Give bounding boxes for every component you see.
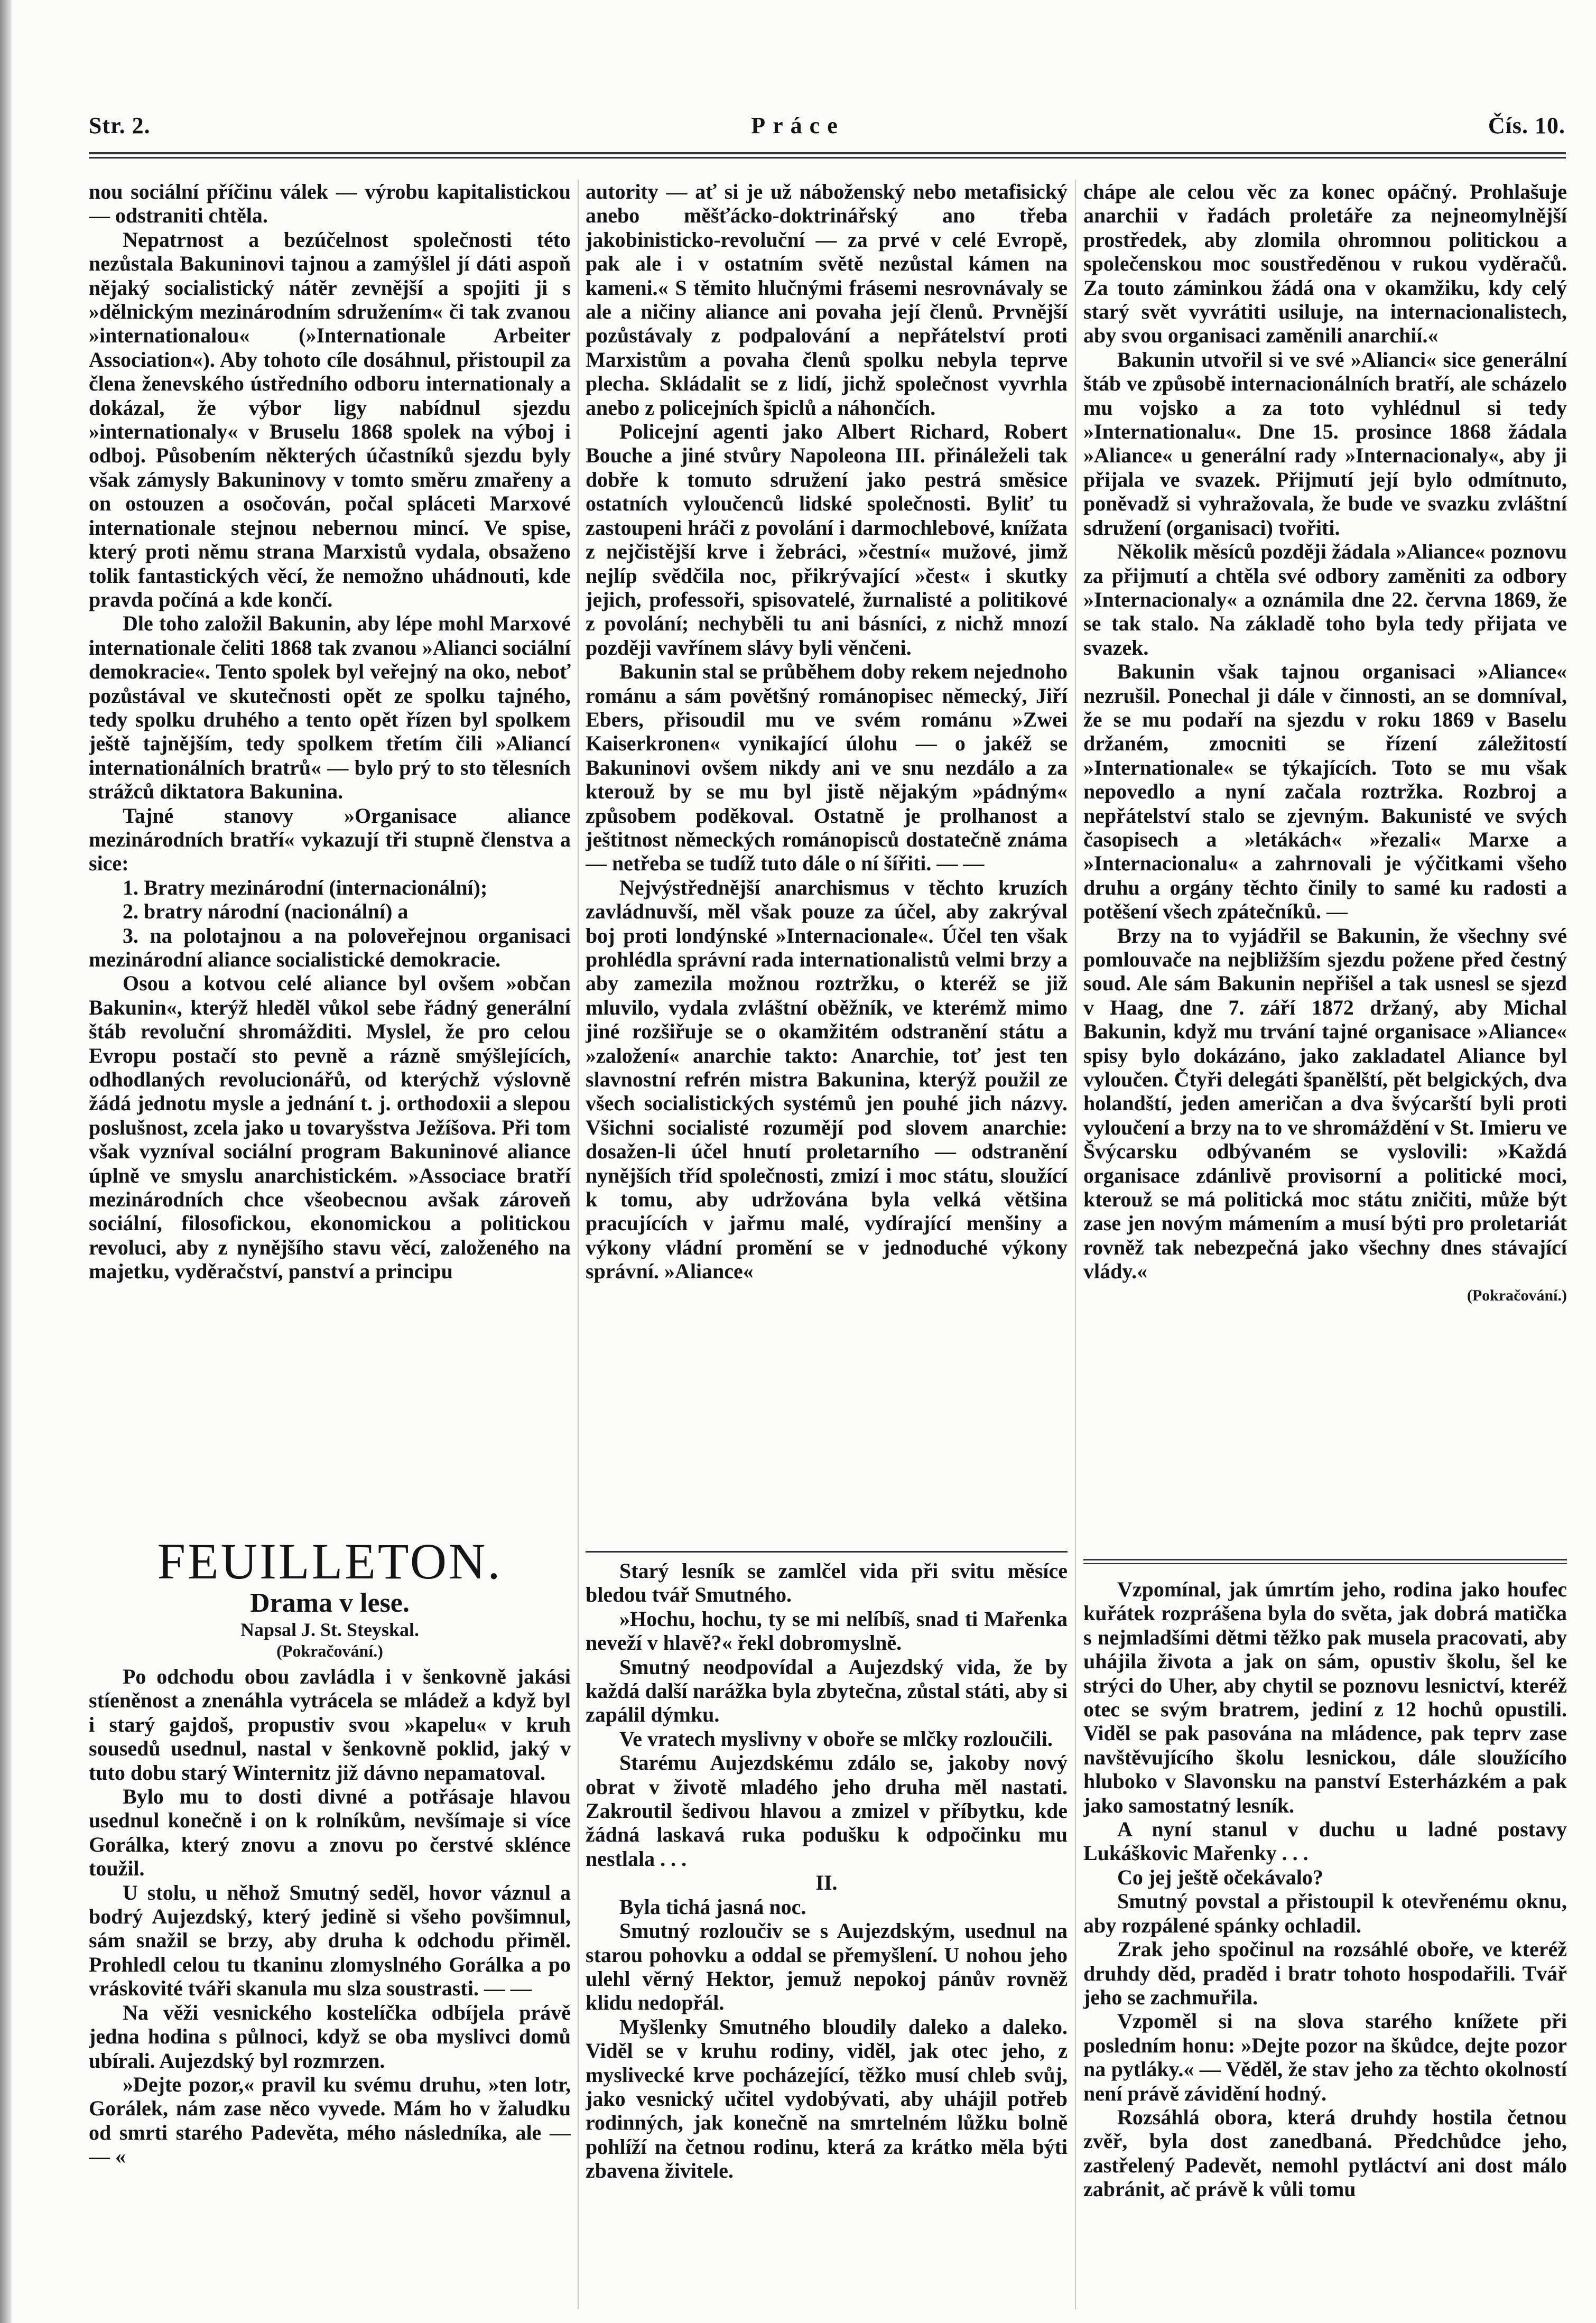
- paragraph: Zrak jeho spočinul na rozsáhlé oboře, ve kteréž druhdy děd, praděd i bratr tohoto hospodařili. Tvář jeho se zachmuřila.: [1083, 1937, 1567, 2009]
- feuilleton-column-2: [586, 1559, 1068, 2312]
- paragraph: Vzpoměl si na slova starého knížete při posledním honu: »Dejte pozor na škůdce, dejte pozor na pytláky.« — Věděl, že stav jeho za těchto okolností není právě závidění hodný.: [1083, 2009, 1567, 2105]
- paragraph: Smutný rozloučiv se s Aujezdským, usednul na starou pohovku a oddal se přemyšlení. U nohou jeho ulehl věrný Hektor, jemuž nepokoj pánův rovněž klidu nedopřál.: [586, 1919, 1068, 2015]
- paragraph: 2. bratry národní (nacionální) a: [123, 899, 409, 924]
- paragraph: 3. na polotajnou a na poloveřejnou organisaci mezinárodní aliance socialistické demokracie.: [89, 923, 571, 971]
- paragraph: Ve vratech myslivny v oboře se mlčky rozloučili.: [619, 1726, 1053, 1751]
- paragraph: Vzpomínal, jak úmrtím jeho, rodina jako houfec kuřátek rozprášena byla do světa, jak dobrá matička s nejmladšími dětmi těžko pak musela pracovati, aby uhájila života a jak on sám, opustiv školu, šel ke strýci do Uher, aby chytil se poznovu lesnictví, kteréž otec se svým bratrem, jediní z 12 hochů opustili. Viděl se pak pasována na mládence, pak teprv zase navštěvujícího školu lesnickou, dále sloužícího hluboko v Slavonsku na panství Esterházkém a pak jako samostatný lesník.: [1083, 1577, 1567, 1817]
- paragraph: 1. Bratry mezinárodní (internacionální);: [123, 875, 488, 899]
- paragraph: chápe ale celou věc za konec opáčný. Prohlašuje anarchii v řadách proletáře za nejneomylnější prostředek, aby zlomila ohromnou politickou a společenskou moc soustředěnou v rukou vyděračů. Za touto záminkou žádá ona v okamžiku, kdy celý starý svět vyvrátiti usiluje, na internacionalistech, aby svou organisaci zaměnili anarchií.«: [1083, 180, 1567, 348]
- feuilleton-column-3: [1083, 1577, 1567, 2312]
- paragraph: Byla tichá jasná noc.: [619, 1894, 806, 1919]
- scan-edge: [0, 0, 12, 2323]
- section-rule: [586, 1551, 1068, 1553]
- paragraph: Bylo mu to dosti divné a potřásaje hlavou usednul konečně i on k rolníkům, nevšímaje si více Gorálka, který znovu a znovu po čerstvé sklénce toužil.: [89, 1785, 571, 1881]
- paragraph: U stolu, u něhož Smutný seděl, hovor váznul a bodrý Aujezdský, který jedině si všeho povšimnul, sám snažil se brzy, aby druha k odchodu přiměl. Prohledl celou tu tkaninu zlomyslného Gorálka a po vráskovité tváři skanula mu slza soustrasti. — —: [89, 1880, 571, 2001]
- paragraph: Brzy na to vyjádřil se Bakunin, že všechny své pomlouvače na nejbližším sjezdu požene před čestný soud. Ale sám Bakunin nepřišel a tak usnesl se sjezd v Haag, dne 7. září 1872 držaný, aby Michal Bakunin, když mu trvání tajné organisace »Aliance« spisy bylo dokázáno, jako zakladatel Aliance byl vyloučen. Čtyři delegáti španělští, pět belgických, dva holandští, jeden američan a dva švýcarští byli proti vyloučení a brzy na to ve shromáždění v St. Imieru ve Švýcarsku odbývaném se vyslovili: »Každá organisace zdánlivě provisorní a politické moci, kterouž se má politická moc státu zničiti, může být zase jen novým mámením a musí býti pro proletariát rovněž tak nebezpečná jako všechny dnes stávající vlády.«: [1083, 923, 1567, 1284]
- paragraph: Bakunin utvořil si ve své »Alianci« sice generální štáb ve způsobě internacionálních bratří, ale scházelo mu vojsko a za toto vyhlédnul si tedy »Internationalu«. Dne 15. prosince 1868 žádala »Aliance« u generální rady »Internacionaly«, aby ji přijala ve svazek. Přijmutí její bylo odmítnuto, poněvadž si vyhražovala, že bude ve svazku zvláštní sdružení (organisaci) tvořiti.: [1083, 347, 1567, 540]
- paragraph: Starému Aujezdskému zdálo se, jakoby nový obrat v životě mladého jeho druha měl nastati. Zakroutil šedivou hlavou a zmizel v příbytku, kde žádná laskavá ruka podušku k odpočinku mu nestlala . . .: [586, 1751, 1068, 1871]
- page-number: Str. 2.: [89, 113, 151, 138]
- paragraph: Co jej ještě očekávalo?: [1117, 1865, 1323, 1889]
- story-title: Drama v lese.: [250, 1588, 410, 1618]
- paragraph: Nejvýstřednější anarchismus v těchto kruzích zavládnuvší, měl však pouze za účel, aby zakrýval boj proti londýnské »Internacionale«. Účel ten však prohlédla správní rada internationalistů velmi brzy a aby zamezila možnou roztržku, o kteréž se již mluvilo, vydala zvláštní oběžník, ve kterémž mimo jiné rozšiřuje se o okamžitém odstranění státu a »založení« anarchie takto: Anarchie, toť jest ten slavnostní refrén mistra Bakunina, kterýž použil ze všech socialistických systémů jen pouhé jich názvy. Všichni socialisté rozumějí pod slovem anarchie: dosažen-li účel hnutí proletarního — odstranění nynějších tříd společnosti, zmizí i moc státu, sloužící k tomu, aby udržována byla velká většina pracujících v jařmu malé, vydírající menšiny a výkony vládní promění se v jednoduché výkony správní. »Aliance«: [586, 875, 1068, 1284]
- newspaper-title: Práce: [751, 113, 845, 138]
- paragraph: »Hochu, hochu, ty se mi nelíbíš, snad ti Mařenka neveží v hlavě?« řekl dobromyslně.: [586, 1606, 1068, 1655]
- paragraph: Policejní agenti jako Albert Richard, Robert Bouche a jiné stvůry Napoleona III. přináleželi tak dobře k tomuto sdružení jako pestrá směsice ostatních vyloučenců lidské společnosti. Byliť tu zastoupeni hráči z povolání i darmochlebové, knížata z nejčistější krve i žebráci, »čestní« mužové, jimž nejlíp svědčila noc, přikrývající »čest« i skutky jejich, professoři, spisovatelé, žurnalisté a politikové z povolání; nechyběli tu ani básníci, z nichž mnozí později vavřínem slávy byli věnčeni.: [586, 420, 1068, 659]
- paragraph: Nepatrnost a bezúčelnost společnosti této nezůstala Bakuninovi tajnou a zamýšlel jí dáti aspoň nějaký socialistický nátěr zevnější a spojiti ji s »dělnickým mezinárodním sdružením« či tak zvanou »internationalou« (»Internationale Arbeiter Association«). Aby tohoto cíle dosáhnul, přistoupil za člena ženevského ústředního odboru internationaly a dokázal, že výbor ligy nabídnul sjezdu »internationaly« v Bruselu 1868 spolek na výboj i odboj. Působením některých účastníků sjezdu byly však zámysly Bakuninovy v tomto směru zmařeny a on ostouzen a osočován, počal spláceti Marxové internationale stejnou nebernou mincí. Ve spise, který proti němu strana Marxistů vydala, obsaženo tolik fantastických věcí, že nemožno uhádnouti, kde pravda počíná a kde končí.: [89, 227, 571, 611]
- section-rule: [1083, 1563, 1567, 1564]
- feuilleton-heading: FEUILLETON.: [157, 1533, 503, 1590]
- column-divider: [1075, 180, 1076, 2309]
- header-rule-top: [89, 152, 1566, 154]
- article-column-1: [89, 180, 571, 1538]
- paragraph: A nyní stanul v duchu u ladné postavy Lukáškovic Mařenky . . .: [1083, 1817, 1567, 1865]
- continued-note: (Pokračování.): [1467, 1286, 1567, 1304]
- feuilleton-column-1: [89, 1665, 571, 2312]
- story-author: Napsal J. St. Steyskal.: [240, 1619, 420, 1640]
- column-divider: [578, 180, 579, 2309]
- paragraph: autority — ať si je už náboženský nebo metafisický anebo měšťácko-doktrinářský ano třeba jakobinisticko-revoluční — za prvé v celé Evropě, pak ale i v ostatním světě nezůstal kámen na kameni.« S těmito hlučnými frásemi nesrovnávaly se ale a ničiny aliance ani povaha její členů. Prvnější pozůstávaly z podpalování a nepřátelství proti Marxistům a povaha členů spolku nebyla teprve plecha. Skládalit se z lidí, jichž společnost vyvrhla anebo z policejních špiclů a náhončích.: [586, 180, 1068, 420]
- paragraph: Bakunin stal se průběhem doby rekem nejednoho románu a sám povětšný románopisec německý, Jiří Ebers, přisoudil mu ve svém románu »Zwei Kaiserkronen« vynikající úlohu — o jakéž se Bakuninovi ovšem nikdy ani ve snu nezdálo a za kterouž by se mu byl jistě nějakým »pádným« způsobem poděkoval. Ostatně je prolhanost a ještitnost německých románopisců dostatečně známa — netřeba se tudíž tuto dále o ní šířiti. — —: [586, 659, 1068, 876]
- paragraph: Rozsáhlá obora, která druhdy hostila četnou zvěř, byla dost zanedbaná. Předchůdce jeho, zastřelený Padevět, nemohl pytláctví ani dost málo zabránit, ač právě k vůli tomu: [1083, 2105, 1567, 2201]
- issue-number: Čís. 10.: [1488, 113, 1565, 138]
- paragraph: Po odchodu obou zavládla i v šenkovně jakási stíeněnost a znenáhla vytrácela se mládež a když byl i starý gajdoš, propustiv svou »kapelu« v kruh sousedů usednul, nastal v šenkovně poklid, jaký v tuto dobu starý Winternitz již dávno nepamatoval.: [89, 1665, 571, 1785]
- paragraph: nou sociální příčinu válek — výrobu kapitalistickou — odstraniti chtěla.: [89, 180, 571, 228]
- story-continued-note: (Pokračování.): [276, 1641, 383, 1660]
- paragraph: Starý lesník se zamlčel vida při svitu měsíce bledou tvář Smutného.: [586, 1559, 1068, 1607]
- paragraph: Na věži vesnického kostelíčka odbíjela právě jedna hodina s půlnoci, když se oba myslivci domů ubírali. Aujezdský byl rozmrzen.: [89, 2000, 571, 2073]
- header-rule-bottom: [89, 157, 1566, 159]
- paragraph: Osou a kotvou celé aliance byl ovšem »občan Bakunin«, kterýž hleděl vůkol sebe řádný generální štáb revoluční shromážditi. Myslel, že pro celou Evropu postačí sto pevně a rázně smýšlejících, odhodlaných revolucionářů, od kterýchž výslovně žádá jednotu mysle a jednání t. j. orthodoxii a slepou poslušnost, zcela jako u tovaryšstva Ježíšova. Při tom však vyzníval sociální program Bakuninové aliance úplně ve smyslu anarchistickém. »Associace bratří mezinárodních chce všeobecnou avšak zároveň sociální, filosofickou, ekonomickou a politickou revoluci, aby z nynějšího stavu věcí, založeného na majetku, vyděračství, panství a principu: [89, 971, 571, 1284]
- paragraph: Myšlenky Smutného bloudily daleko a daleko. Viděl se v kruhu rodiny, viděl, jak otec jeho, z myslivecké krve pocházející, těžko musí chleb svůj, jako vesnický učitel vydobývati, aby uhájil potřeb rodinných, jak konečně na smrtelném lůžku bolně pohlíží na četnou rodinu, která za krátko měla býti zbavena živitele.: [586, 2014, 1068, 2183]
- paragraph: Bakunin však tajnou organisaci »Aliance« nezrušil. Ponechal ji dále v činnosti, an se domníval, že se mu podaří na sjezdu v roku 1869 v Baselu držaném, zmocniti se řízení záležitostí »Internationale« se týkajících. Toto se mu však nepovedlo a nyní začala roztržka. Rozbroj a nepřátelství stalo se zjevným. Bakunisté ve svých časopisech a »letákách« »řezali« Marxe a »Internacionalu« a zahrnovali je výčitkami všeho druhu a orgány těchto činily to samé ku radosti a potěšení všech zpátečníků. —: [1083, 659, 1567, 924]
- article-column-3: [1083, 180, 1567, 1543]
- paragraph: Smutný povstal a přistoupil k otevřenému oknu, aby rozpálené spánky ochladil.: [1083, 1889, 1567, 1937]
- paragraph: Dle toho založil Bakunin, aby lépe mohl Marxové internationale čeliti 1868 tak zvanou »Alianci sociální demokracie«. Tento spolek byl veřejný na oko, neboť pozůstával ve skutečnosti opět ze spolku tajného, tedy spolku druhého a tento opět řízen byl spolkem ještě tajnějším, tedy spolkem třetím čili »Aliancí internationálních bratrů« — bylo prý to sto tělesních strážců diktatora Bakunina.: [89, 611, 571, 804]
- paragraph: II.: [815, 1871, 838, 1895]
- paragraph: »Dejte pozor,« pravil ku svému druhu, »ten lotr, Gorálek, nám zase něco vyvede. Mám ho v žaludku od smrti starého Padevěta, mého následníka, ale — — «: [89, 2072, 571, 2169]
- article-column-2: [586, 180, 1068, 1543]
- section-rule: [1083, 1559, 1567, 1560]
- feuilleton-header: [89, 1535, 571, 1661]
- paragraph: Smutný neodpovídal a Aujezdský vida, že by každá další narážka byla zbytečna, zůstal státi, aby si zapálil dýmku.: [586, 1655, 1068, 1727]
- paragraph: Několik měsíců později žádala »Aliance« poznovu za přijmutí a chtěla své odbory zaměniti za odbory »Internacionaly« a oznámila dne 22. června 1869, že se tak stalo. Na základě toho byla tedy přijata ve svazek.: [1083, 540, 1567, 659]
- paragraph: Tajné stanovy »Organisace aliance mezinárodních bratří« vykazují tři stupně členstva a sice:: [89, 803, 571, 876]
